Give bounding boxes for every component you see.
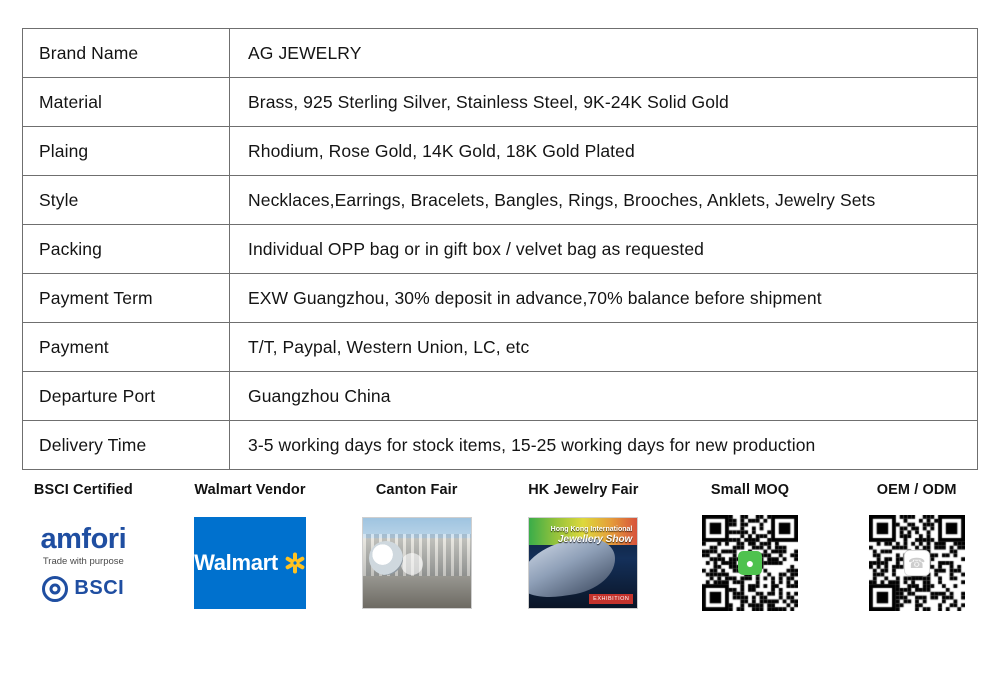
- table-row: [23, 127, 978, 176]
- badge-title: Small MOQ: [710, 482, 790, 498]
- canton-fair-photo: [362, 514, 472, 612]
- whatsapp-qr-code: [862, 514, 972, 612]
- spec-key: Brand Name: [23, 29, 230, 78]
- spec-key: Plaing: [23, 127, 230, 176]
- badge-title: OEM / ODM: [876, 482, 957, 498]
- wechat-qr-code: [695, 514, 805, 612]
- bsci-wordmark: BSCI: [74, 577, 125, 599]
- badge-walmart-vendor: [167, 482, 334, 612]
- qr-code-wechat: [702, 515, 798, 611]
- canton-fair-venue-image: [362, 517, 472, 609]
- badge-title: HK Jewelry Fair: [528, 482, 639, 498]
- whatsapp-icon: ☎: [904, 550, 930, 576]
- hk-jewelry-show-photo: [528, 514, 638, 612]
- badge-title: Walmart Vendor: [194, 482, 306, 498]
- spec-key: Departure Port: [23, 372, 230, 421]
- spec-value: Guangzhou China: [230, 372, 978, 421]
- hk-exhibition-badge: EXHIBITION: [589, 594, 633, 604]
- spec-value: Individual OPP bag or in gift box / velvet bag as requested: [230, 225, 978, 274]
- spec-table-body: [23, 29, 978, 470]
- spec-value: 3-5 working days for stock items, 15-25 working days for new production: [230, 421, 978, 470]
- spec-key: Payment Term: [23, 274, 230, 323]
- walmart-spark-icon: [284, 552, 306, 574]
- spec-key: Payment: [23, 323, 230, 372]
- spec-key: Packing: [23, 225, 230, 274]
- amfori-bsci-logo: [28, 514, 138, 612]
- badge-small-moq: [667, 482, 834, 612]
- amfori-wordmark: amfori: [40, 522, 127, 555]
- badge-canton-fair: [333, 482, 500, 612]
- badge-oem-odm: [833, 482, 1000, 612]
- qr-code-whatsapp: [869, 515, 965, 611]
- spec-key: Material: [23, 78, 230, 127]
- spec-value: Necklaces,Earrings, Bracelets, Bangles, Rings, Brooches, Anklets, Jewelry Sets: [230, 176, 978, 225]
- bsci-ring-icon: [42, 576, 68, 602]
- amfori-logo: [28, 514, 138, 612]
- table-row: [23, 176, 978, 225]
- table-row: [23, 372, 978, 421]
- bsci-lockup: [42, 576, 124, 602]
- spec-value: T/T, Paypal, Western Union, LC, etc: [230, 323, 978, 372]
- table-row: [23, 323, 978, 372]
- hk-show-caption: [551, 526, 633, 546]
- walmart-logo: [195, 514, 305, 612]
- walmart-logo-tile: [194, 517, 306, 609]
- table-row: [23, 29, 978, 78]
- hk-jewellery-show-image: [528, 517, 638, 609]
- credential-badges-row: [0, 482, 1000, 612]
- badge-title: BSCI Certified: [33, 482, 133, 498]
- amfori-tagline: Trade with purpose: [42, 555, 124, 567]
- badge-title: Canton Fair: [375, 482, 458, 498]
- spec-value: AG JEWELRY: [230, 29, 978, 78]
- table-row: [23, 274, 978, 323]
- spec-value: Brass, 925 Sterling Silver, Stainless Steel, 9K-24K Solid Gold: [230, 78, 978, 127]
- table-row: [23, 225, 978, 274]
- walmart-wordmark: Walmart: [194, 550, 278, 575]
- spec-value: Rhodium, Rose Gold, 14K Gold, 18K Gold Plated: [230, 127, 978, 176]
- spec-key: Delivery Time: [23, 421, 230, 470]
- hk-caption-small: Hong Kong International: [550, 526, 633, 533]
- hk-caption-big: Jewellery Show: [557, 534, 633, 546]
- badge-bsci-certified: [0, 482, 167, 612]
- spec-value: EXW Guangzhou, 30% deposit in advance,70% balance before shipment: [230, 274, 978, 323]
- badge-hk-jewelry-fair: [500, 482, 667, 612]
- wechat-icon: ●: [738, 551, 762, 575]
- table-row: [23, 78, 978, 127]
- spec-key: Style: [23, 176, 230, 225]
- specification-table: [22, 28, 978, 470]
- table-row: [23, 421, 978, 470]
